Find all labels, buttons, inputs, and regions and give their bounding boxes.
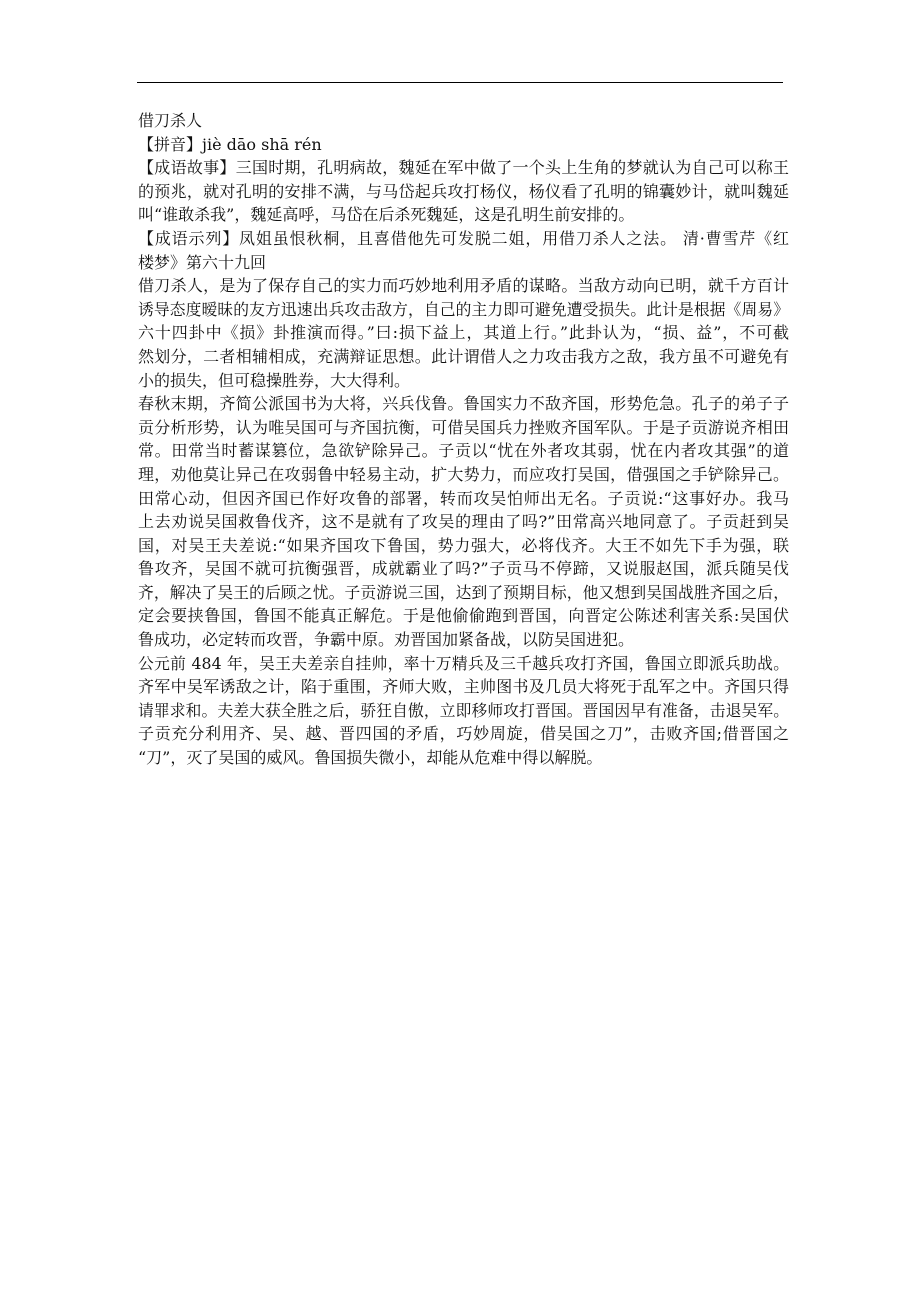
paragraph-line: 小的损失，但可稳操胜券，大大得利。	[138, 370, 411, 390]
paragraph-line: 鲁成功，必定转而攻晋，争霸中原。劝晋国加紧备战，以防吴国进犯。	[138, 630, 635, 650]
paragraph-line: 春秋末期，齐简公派国书为大将，兴兵伐鲁。鲁国实力不敌齐国，形势危急。孔子的弟子子	[138, 394, 789, 414]
paragraph-line: 然划分，二者相辅相成，充满辩证思想。此计谓借人之力攻击我方之敌，我方虽不可避免有	[138, 346, 789, 366]
story-line: 【成语故事】三国时期，孔明病故，魏延在军中做了一个头上生角的梦就认为自己可以称王	[138, 158, 789, 178]
paragraph-line: “刀”，灭了吴国的威风。鲁国损失微小，却能从危难中得以解脱。	[138, 748, 603, 768]
paragraph-line: 鲁攻齐，吴国不就可抗衡强晋，成就霸业了吗?”子贡马不停蹄，又说服赵国，派兵随吴伐	[138, 559, 789, 579]
paragraph-line: 公元前 484 年，吴王夫差亲自挂帅，率十万精兵及三千越兵攻打齐国，鲁国立即派兵助战。	[138, 653, 789, 673]
story-line: 叫“谁敢杀我”，魏延高呼，马岱在后杀死魏延，这是孔明生前安排的。	[138, 205, 635, 225]
example-line: 楼梦》第六十九回	[138, 252, 267, 272]
pinyin-line: 【拼音】jiè dāo shā rén	[138, 134, 322, 154]
paragraph-line: 诱导态度暧昧的友方迅速出兵攻击敌方，自己的主力即可避免遭受损失。此计是根据《周易》	[138, 299, 789, 319]
paragraph-line: 国，对吴王夫差说:“如果齐国攻下鲁国，势力强大，必将伐齐。大王不如先下手为强，联	[138, 535, 789, 555]
document-body	[138, 109, 789, 770]
doc-title: 借刀杀人	[138, 111, 203, 130]
paragraph-line: 子贡充分利用齐、吴、越、晋四国的矛盾，巧妙周旋，借吴国之刀”，击败齐国;借晋国之	[138, 724, 789, 744]
paragraph-line: 齐军中吴军诱敌之计，陷于重围，齐师大败，主帅图书及几员大将死于乱军之中。齐国只得	[138, 677, 789, 697]
story-line: 的预兆，就对孔明的安排不满，与马岱起兵攻打杨仪，杨仪看了孔明的锦囊妙计，就叫魏延	[138, 181, 789, 201]
paragraph-line: 齐，解决了吴王的后顾之忧。子贡游说三国，达到了预期目标，他又想到吴国战胜齐国之后，	[138, 582, 789, 602]
paragraph-line: 定会要挟鲁国，鲁国不能真正解危。于是他偷偷跑到晋国，向晋定公陈述利害关系:吴国伏	[138, 606, 789, 626]
header-rule	[137, 82, 783, 83]
paragraph-line: 借刀杀人，是为了保存自己的实力而巧妙地利用矛盾的谋略。当敌方动向已明，就千方百计	[138, 276, 789, 296]
paragraph-line: 六十四卦中《损》卦推演而得。”曰:损下益上，其道上行。”此卦认为，“损、益”，不可截	[138, 323, 789, 343]
paragraph-line: 理，劝他莫让异己在攻弱鲁中轻易主动，扩大势力，而应攻打吴国，借强国之手铲除异己。	[138, 464, 789, 484]
paragraph-line: 常。田常当时蓄谋篡位，急欲铲除异己。子贡以“忧在外者攻其弱，忧在内者攻其强”的道	[138, 441, 789, 461]
paragraph-line: 田常心动，但因齐国已作好攻鲁的部署，转而攻吴怕师出无名。子贡说:“这事好办。我马	[138, 488, 789, 508]
paragraph-line: 请罪求和。夫差大获全胜之后，骄狂自傲，立即移师攻打晋国。晋国因早有准备，击退吴军。	[138, 700, 789, 720]
example-line: 【成语示列】凤姐虽恨秋桐，且喜借他先可发脱二姐，用借刀杀人之法。 清·曹雪芹《红	[138, 228, 789, 248]
paragraph-line: 上去劝说吴国救鲁伐齐，这不是就有了攻吴的理由了吗?”田常高兴地同意了。子贡赶到吴	[138, 512, 789, 532]
paragraph-line: 贡分析形势，认为唯吴国可与齐国抗衡，可借吴国兵力挫败齐国军队。于是子贡游说齐相田	[138, 417, 789, 437]
